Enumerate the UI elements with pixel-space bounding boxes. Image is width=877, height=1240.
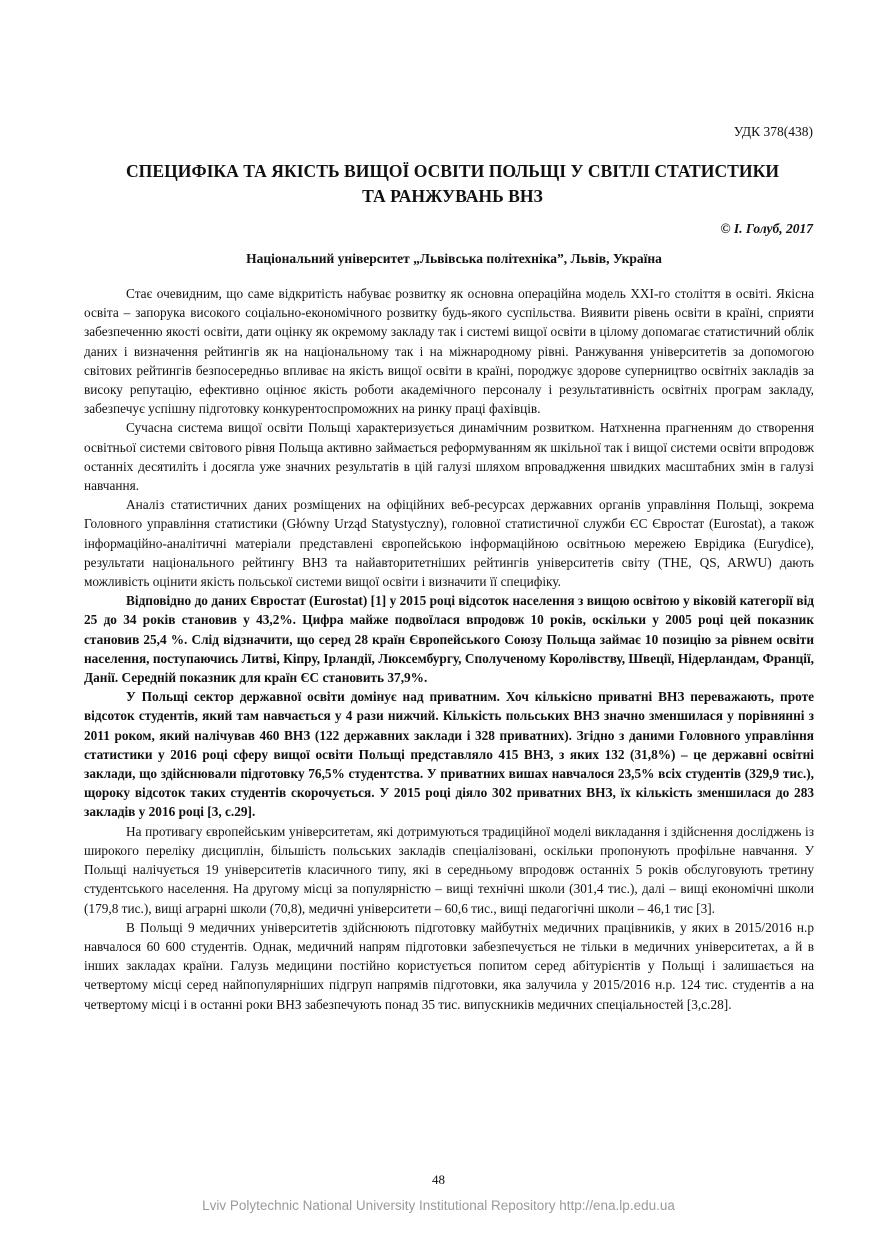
paragraph-specialization: На противагу європейським університетам, які дотримуються традиційної моделі викладання і здійснення досліджень із широкого переліку дисциплін, більшість польських закладів спеціалізовані, оскільки пропонують профільне навчання. У Польщі налічується 19 університетів класичного типу, які в середньому впродовж останніх 5 років обслуговують третину студентського населення. На другому місці за популярністю – вищі технічні школи (301,4 тис.), далі – вищі економічні школи (179,8 тис.), вищі аграрні школи (70,8), медичні університети – 60,6 тис., вищі педагогічні школи – 46,1 тис [3]. [84, 823, 814, 916]
author-affiliation: Національний університет „Львівська політехніка”, Львів, Україна [246, 251, 662, 266]
article-body [84, 284, 814, 1014]
paragraph-analysis: Аналіз статистичних даних розміщених на офіційних веб-ресурсах державних органів управління Польщі, зокрема Головного управління статистики (Główny Urząd Statystyczny), головної статистичної служби ЄС Євростат (Eurostat), а також інформаційно-аналітичні матеріали представлені європейською інформаційною освітньою мережею Еврідика (Eurydice), результати національного рейтингу ВНЗ та найавторитетніших рейтингів університетів світу (THE, QS, ARWU) дають можливість оцінити якість польської системи вищої освіти і визначити її специфіку. [84, 497, 814, 590]
udk-code: УДК 378(438) [733, 124, 813, 139]
page-number: 48 [432, 1172, 445, 1187]
article-title-line-1: СПЕЦИФІКА ТА ЯКІСТЬ ВИЩОЇ ОСВІТИ ПОЛЬЩІ У СВІТЛІ СТАТИСТИКИ [125, 161, 780, 181]
author-copyright: © І. Голуб, 2017 [720, 221, 813, 236]
paragraph-eurostat: Відповідно до даних Євростат (Eurostat) [1] у 2015 році відсоток населення з вищою освітою у віковій категорії від 25 до 34 років становив у 43,2%. Цифра майже подвоїлася впродовж 10 років, оскільки у 2005 році цей показник становив 25,4 %. Слід відзначити, що серед 28 країн Європейського Союзу Польща займає 10 позицію за рівнем освіти населення, поступаючись Литві, Кіпру, Ірландії, Люксембургу, Сполученому Королівству, Швеції, Нідерландам, Франції, Данії. Середній показник для країн ЄС становить 37,9%. [84, 593, 814, 686]
paragraph-public-sector: У Польщі сектор державної освіти домінує над приватним. Хоч кількісно приватні ВНЗ переважають, проте відсоток студентів, який там навчається у 4 рази нижчий. Кількість польських ВНЗ значно зменшилася у порівнянні з 2011 роком, який налічував 460 ВНЗ (122 державних заклади і 328 приватних). Згідно з даними Головного управління статистики у 2016 році сферу вищої освіти Польщі представляло 415 ВНЗ, з яких 132 (31,8%) – це державні освітні заклади, що здійснювали підготовку 76,5% студентства. У приватних вишах навчалося 23,5% всіх студентів (329,9 тис.), щороку відсоток таких студентів скорочується. У 2015 році діяло 302 приватних ВНЗ, їх кількість зменшилася до 283 закладів у 2016 році [3, с.29]. [84, 689, 814, 820]
article-title [90, 159, 815, 209]
paragraph-modern-system: Сучасна система вищої освіти Польщі характеризується динамічним розвитком. Натхненна прагненням до створення освітньої системи світового рівня Польща активно займається реформуванням як шкільної так і вищої системи освіти впродовж останніх десятиліть і досягла уже значних результатів в цій галузі шляхом впровадження швидких масштабних змін в галузі навчання. [84, 420, 814, 494]
article-title-line-2: ТА РАНЖУВАНЬ ВНЗ [362, 186, 543, 206]
repository-footer: Lviv Polytechnic National University Institutional Repository http://ena.lp.edu.ua [202, 1198, 675, 1213]
paragraph-intro: Стає очевидним, що саме відкритість набуває розвитку як основна операційна модель ХХІ-го століття в освіті. Якісна освіта – запорука високого соціально-економічного розвитку будь-якого суспільства. Виявити рівень освіти в країні, сприяти забезпеченню якості освіти, дати оцінку як окремому закладу так і системі вищої освіти в цілому допомагає статистичний облік даних і визначення рейтингів як на національному так і на міжнародному рівні. Ранжування університетів за допомогою світових рейтингів безпосередньо впливає на якість вищої освіти в країні, породжує здорове суперництво освітніх закладів за високу репутацію, ефективно оцінює якість роботи академічного персоналу і результативність освітніх програм закладу, забезпечує успішну підготовку конкурентоспроможних на ринку праці фахівців. [84, 286, 814, 417]
paragraph-medical-universities: В Польщі 9 медичних університетів здійснюють підготовку майбутніх медичних працівників, у яких в 2015/2016 н.р навчалося 60 600 студентів. Однак, медичний напрям підготовки забезпечується не тільки в медичних університетах, а й в інших закладах країни. Галузь медицини постійно користується попитом серед абітурієнтів у Польщі і залишається на четвертому місці серед найпопулярніших підгруп напрямів підготовки, яка залучила у 2015/2016 н.р. 124 тис. студентів а на четвертому місці і в останні роки ВНЗ забезпечують понад 35 тис. випускників медичних спеціальностей [3,с.28]. [84, 919, 814, 1012]
